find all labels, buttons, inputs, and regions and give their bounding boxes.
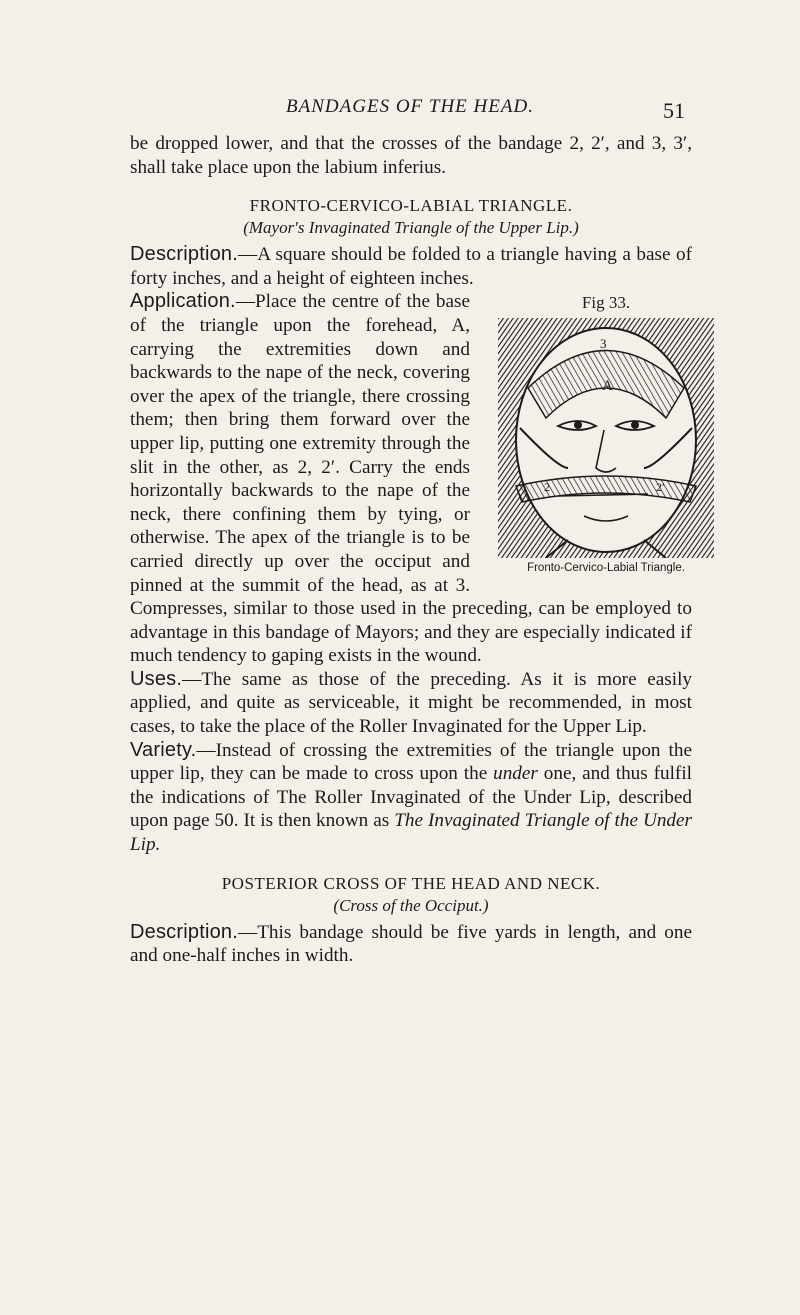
section-1-application <box>130 290 692 668</box>
body-text <box>130 132 692 968</box>
section-2-description <box>130 921 692 968</box>
application-text: —Place the centre of the base of the triangle upon the forehead, A, carrying the extremities down and backwards to the nape of the neck, covering over the apex of the triangle, there crossing them; then bring them forward over the upper lip, putting one extremity through the slit in the other, as 2, 2′. Carry the ends horizontally backwards to the nape of the neck, there confining them by tying, or otherwise. The apex of the triangle is to be carried directly up over the occiput and pinned at the summit of the head, as at 3. Compresses, similar to those used in the preceding, can be employed to advantage in this bandage of Mayors; and they are especially indicated if much tendency to gaping exists in the wound. <box>130 291 692 667</box>
figure-marker-2: 2 <box>544 480 550 495</box>
figure-label: Fig 33. <box>581 293 631 313</box>
page-number: 51 <box>663 98 685 123</box>
section-1-title: FRONTO-CERVICO-LABIAL TRIANGLE. <box>249 196 573 216</box>
variety-emphasis-title: The Invaginated Triangle of the Under Lip. <box>130 810 692 856</box>
running-head: BANDAGES OF THE HEAD. <box>286 96 534 117</box>
intro-line-1: be dropped lower, and that the crosses of the bandage 2, 2′, <box>130 133 610 154</box>
uses-text: —The same as those of the preceding. As it is more easily applied, and quite as serviceable, it might be recommended, in most cases, to take the place of the Roller Invaginated for the Upper Lip. <box>130 668 692 738</box>
section-1-description <box>130 243 692 290</box>
section-2-description-text: —This bandage should be five yards in length, and one and one-half inches in width. <box>130 921 692 967</box>
section-2-subtitle: (Cross of the Occiput.) <box>333 895 489 915</box>
figure-33 <box>484 290 728 576</box>
section-1-subtitle: (Mayor's Invaginated Triangle of the Upper Lip.) <box>243 218 579 238</box>
section-1-variety <box>130 739 692 857</box>
head-bandage-illustration <box>498 318 714 558</box>
variety-emphasis-under: under <box>493 763 538 785</box>
section-2-title: POSTERIOR CROSS OF THE HEAD AND NECK. <box>221 873 601 893</box>
uses-label: Uses. <box>130 667 183 690</box>
variety-label: Variety. <box>130 738 197 761</box>
figure-marker-3: 3 <box>600 336 607 352</box>
section-1-uses <box>130 668 692 739</box>
variety-text-2: one, and thus fulfil the indications of The Roller Invaginated of the Under Lip, described upon page 50. It is then known as <box>130 763 692 832</box>
figure-marker-2-prime: 2′ <box>656 480 665 495</box>
figure-illustration <box>498 318 714 558</box>
section-2-description-label: Description. <box>130 920 238 943</box>
variety-text-1: —Instead of crossing the extremities of the triangle upon the upper lip, they can be made to cross upon the <box>130 739 692 785</box>
application-label: Application. <box>130 290 236 313</box>
figure-caption: Fronto-Cervico-Labial Triangle. <box>527 562 685 575</box>
intro-paragraph <box>130 132 692 179</box>
description-text: —A square should be folded to a triangle having a base of forty inches, and a height of eighteen inches. <box>130 244 692 289</box>
figure-marker-a: A <box>602 378 613 395</box>
intro-line-2: and 3, 3′, shall take place upon the labium inferius. <box>130 133 692 178</box>
description-label: Description. <box>130 243 238 266</box>
